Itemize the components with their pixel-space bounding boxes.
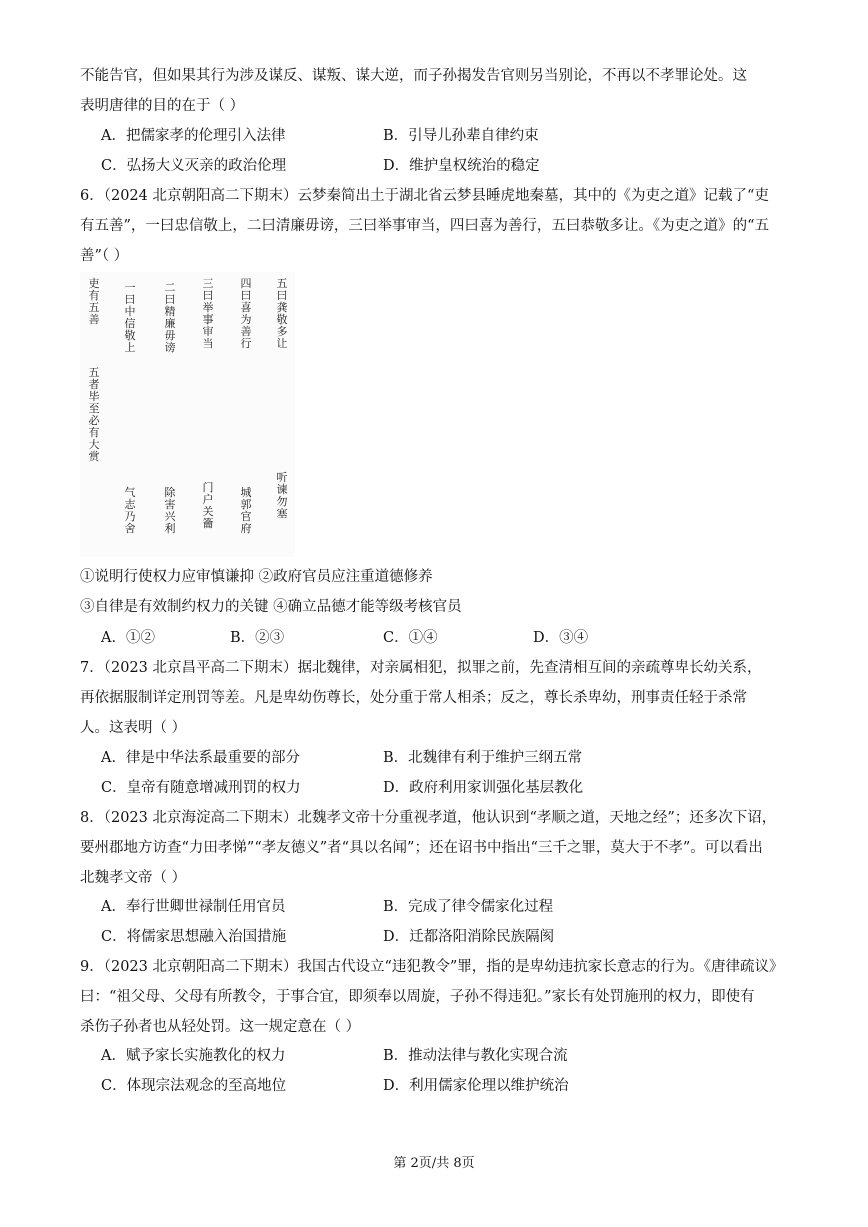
q6-option-c: C．①④ — [383, 630, 438, 646]
slip-column-1: 吏有五善 — [88, 277, 100, 326]
q7-option-a: A．律是中华法系最重要的部分 — [101, 750, 300, 766]
slip-column-3r: 除害兴利 — [164, 486, 176, 535]
q7-stem-line-3: 人。这表明（ ） — [80, 720, 187, 736]
q8-option-d: D．迁都洛阳消除民族隔阂 — [383, 929, 555, 945]
slip-column-6: 五曰龚敬多让 — [276, 277, 288, 350]
q7-option-c: C．皇帝有随意增减刑罚的权力 — [101, 780, 301, 796]
q9-stem-line-2: 曰：“祖父母、父母有所教令，于事合宜，即须奉以周旋，子孙不得违犯。”家长有处罚施刑的权力，即使有 — [80, 989, 755, 1005]
q5-option-b: B．引导儿孙辈自律约束 — [383, 128, 539, 144]
slip-column-5r: 城郭官府 — [240, 486, 252, 535]
q7-stem-line-1: 7．（2023 北京昌平高二下期末）据北魏律，对亲属相犯，拟罪之前，先查清相互间的亲疏尊卑长幼关系， — [80, 660, 762, 676]
slip-column-2r: 气志乃舍 — [124, 486, 136, 535]
q7-stem-line-2: 再依据服制详定刑罚等差。凡是卑幼伤尊长，处分重于常人相杀；反之，尊长杀卑幼，刑事责任轻于杀常 — [80, 690, 747, 706]
q8-option-c: C．将儒家思想融入治国措施 — [101, 929, 287, 945]
q9-stem-line-3: 杀伤子孙者也从轻处罚。这一规定意在（ ） — [80, 1019, 361, 1035]
slip-column-5: 四曰喜为善行 — [240, 277, 252, 350]
page-number-footer: 第 2页/共 8页 — [393, 1156, 475, 1171]
q7-option-d: D．政府利用家训强化基层教化 — [383, 780, 584, 796]
q9-option-b: B．推动法律与教化实现合流 — [383, 1048, 568, 1064]
q5-option-c: C．弘扬大义灭亲的政治伦理 — [101, 158, 287, 174]
bamboo-slips-image — [80, 272, 295, 557]
q5-option-d: D．维护皇权统治的稳定 — [383, 158, 540, 174]
q9-option-c: C．体现宗法观念的至高地位 — [101, 1078, 287, 1094]
q6-option-b: B．②③ — [230, 630, 285, 646]
q6-stem-line-2: 有五善”，一曰忠信敬上，二曰清廉毋谤，三曰举事审当，四曰喜为善行，五曰恭敬多让。《为吏之道》的“五 — [80, 218, 770, 234]
q9-stem-line-1: 9．（2023 北京朝阳高二下期末）我国古代设立“违犯教令”罪，指的是卑幼违抗家长意志的行为。《唐律疏议》 — [80, 959, 784, 975]
slip-column-4: 三曰举事审当 — [202, 277, 214, 350]
q8-stem-line-1: 8．（2023 北京海淀高二下期末）北魏孝文帝十分重视孝道，他认识到“孝顺之道，天地之经”；还多次下诏， — [80, 810, 777, 826]
slip-column-2: 一曰中信敬上 — [124, 281, 136, 354]
slip-column-4r: 门户关籥 — [202, 481, 214, 530]
q6-option-d: D．③④ — [533, 630, 589, 646]
q6-statement-1-2: ①说明行使权力应审慎谦抑 ②政府官员应注重道德修养 — [80, 569, 433, 585]
q9-option-d: D．利用儒家伦理以维护统治 — [383, 1078, 569, 1094]
q8-option-a: A．奉行世卿世禄制任用官员 — [101, 899, 286, 915]
q6-option-a: A．①② — [101, 630, 155, 646]
q5-option-a: A．把儒家孝的伦理引入法律 — [101, 128, 286, 144]
slip-column-3: 二曰精廉毋谤 — [164, 281, 176, 354]
q6-stem-line-3: 善”（ ） — [80, 248, 129, 264]
q8-stem-line-3: 北魏孝文帝（ ） — [80, 870, 187, 886]
q5-stem-line-2: 表明唐律的目的在于（ ） — [80, 98, 245, 114]
slip-column-1b: 五者毕至必有大赏 — [88, 366, 100, 463]
q8-option-b: B．完成了律令儒家化过程 — [383, 899, 554, 915]
q8-stem-line-2: 要州郡地方访查“力田孝悌”“孝友德义”者“具以名闻”；还在诏书中指出“三千之罪，莫大于不孝”。可以看出 — [80, 840, 763, 856]
q6-statement-3-4: ③自律是有效制约权力的关键 ④确立品德才能等级考核官员 — [80, 599, 462, 615]
q9-option-a: A．赋予家长实施教化的权力 — [101, 1048, 286, 1064]
q7-option-b: B．北魏律有利于维护三纲五常 — [383, 750, 583, 766]
q5-stem-line-1: 不能告官，但如果其行为涉及谋反、谋叛、谋大逆，而子孙揭发告官则另当别论，不再以不孝罪论处。这 — [80, 68, 747, 84]
q6-stem-line-1: 6．（2024 北京朝阳高二下期末）云梦秦简出土于湖北省云梦县睡虎地秦墓，其中的《为吏之道》记载了“吏 — [80, 188, 769, 204]
slip-column-6r: 听谏勿塞 — [276, 471, 288, 520]
